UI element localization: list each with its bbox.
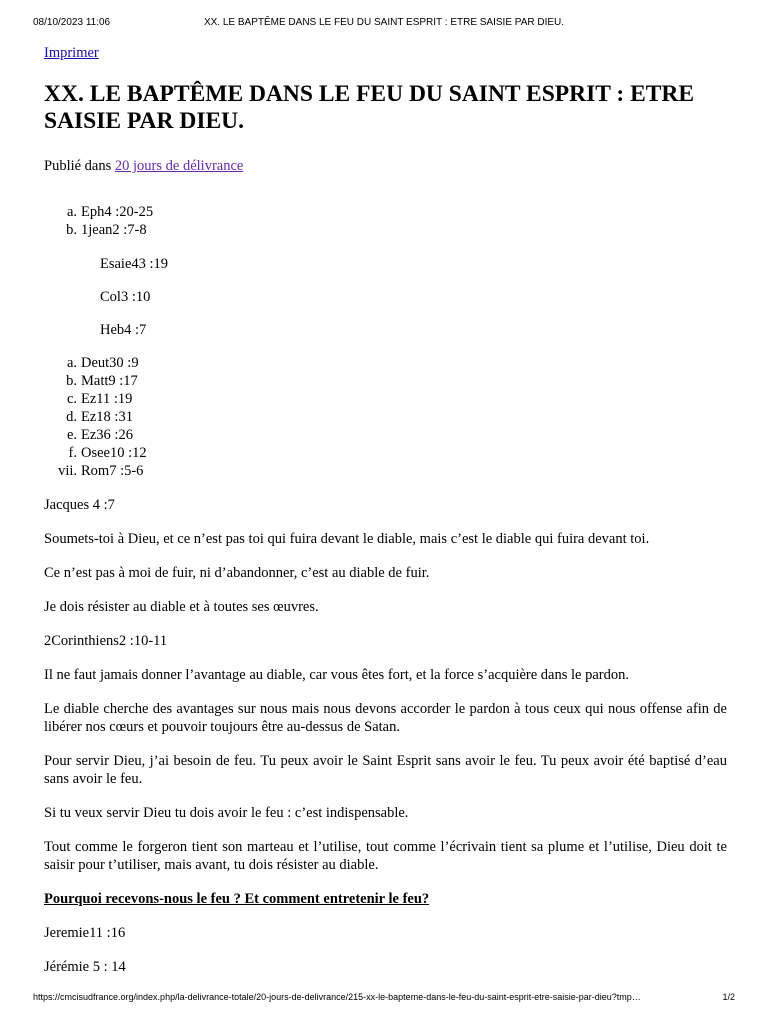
print-header [33,17,735,28]
indented-reference: Col3 :10 [100,289,151,305]
list-item-text: Ez11 :19 [81,391,133,407]
paragraph: Jeremie11 :16 [44,925,126,941]
list-item [44,426,727,444]
list-marker: a. [66,204,77,220]
page-url: https://cmcisudfrance.org/index.php/la-delivrance-totale/20-jours-de-delivrance/215-xx-le-bapteme-dans-le-feu-du-saint-esprit-etre-saisie-par-dieu?tmp… [33,992,641,1002]
paragraph: Jérémie 5 : 14 [44,959,126,975]
list-item [44,354,727,372]
paragraph: Je dois résister au diable et à toutes ses œuvres. [44,599,319,615]
paragraph: Le diable cherche des avantages sur nous mais nous devons accorder le pardon à tous ceux qui nous offense afin de libérer nos cœurs et pouvoir toujours être au-dessus de Satan. [44,701,727,735]
reference-list-1 [44,203,727,239]
paragraph: Soumets-toi à Dieu, et ce n’est pas toi qui fuira devant le diable, mais c’est le diable qui fuira devant toi. [44,531,650,547]
list-item-text: Eph4 :20-25 [81,204,154,220]
paragraph: Pour servir Dieu, j’ai besoin de feu. Tu peux avoir le Saint Esprit sans avoir le feu. Tu peux avoir été baptisé d’eau sans avoir le feu. [44,753,727,787]
list-item [44,408,727,426]
paragraph: Tout comme le forgeron tient son marteau et l’utilise, tout comme l’écrivain tient sa plume et l’utilise, Dieu doit te saisir pour t’utiliser, mais avant, tu dois résister au diable. [44,839,727,873]
page-number: 1/2 [722,992,735,1002]
print-datetime: 08/10/2023 11:06 [33,17,111,28]
print-link[interactable]: Imprimer [44,45,99,61]
list-item-text: Ez18 :31 [81,409,133,425]
list-item [44,390,727,408]
published-line [44,157,727,175]
print-doc-title: XX. LE BAPTÊME DANS LE FEU DU SAINT ESPRIT : ETRE SAISIE PAR DIEU. [203,17,565,28]
category-link[interactable]: 20 jours de délivrance [114,158,244,174]
article-title: XX. LE BAPTÊME DANS LE FEU DU SAINT ESPRIT : ETRE SAISIE PAR DIEU. [44,81,695,134]
published-prefix: Publié dans [44,158,115,174]
subheading-text: Pourquoi recevons-nous le feu ? Et comment entretenir le feu? [44,891,430,907]
paragraph: Jacques 4 :7 [44,497,115,513]
list-item-text: 1jean2 :7-8 [81,222,147,238]
list-item [44,462,727,480]
list-item [44,221,727,239]
list-marker: e. [66,427,77,443]
indented-reference: Esaie43 :19 [100,256,169,272]
list-item-text: Matt9 :17 [81,373,138,389]
list-item [44,372,727,390]
list-marker: f. [68,445,77,461]
section-subheading [44,890,727,908]
list-marker: d. [66,409,77,425]
list-item-text: Rom7 :5-6 [81,463,144,479]
list-item [44,203,727,221]
paragraph: Ce n’est pas à moi de fuir, ni d’abandonner, c’est au diable de fuir. [44,565,430,581]
article [44,44,727,992]
list-item-text: Osee10 :12 [81,445,147,461]
list-item-text: Ez36 :26 [81,427,133,443]
paragraph: Si tu veux servir Dieu tu dois avoir le feu : c’est indispensable. [44,805,409,821]
paragraph: Il ne faut jamais donner l’avantage au diable, car vous êtes fort, et la force s’acquière dans le pardon. [44,667,629,683]
paragraph: 2Corinthiens2 :10-11 [44,633,168,649]
list-item-text: Deut30 :9 [81,355,139,371]
indented-reference: Heb4 :7 [100,322,147,338]
list-marker: b. [66,373,77,389]
print-footer [33,992,735,1002]
list-marker: b. [66,222,77,238]
list-marker: vii. [58,463,77,479]
list-item [44,444,727,462]
reference-list-2 [44,354,727,480]
list-marker: c. [66,391,77,407]
list-marker: a. [66,355,77,371]
